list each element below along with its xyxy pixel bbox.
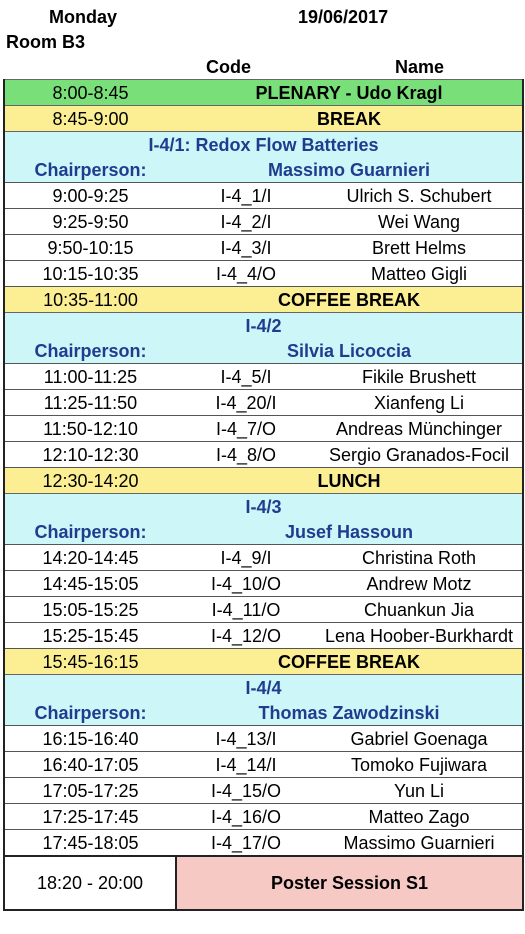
break-row bbox=[4, 106, 523, 132]
coffee-break-title: COFFEE BREAK bbox=[176, 287, 523, 313]
lunch-row bbox=[4, 468, 523, 494]
talk-time: 11:00-11:25 bbox=[4, 364, 176, 390]
talk-time: 16:15-16:40 bbox=[4, 726, 176, 752]
coffee-break-title: COFFEE BREAK bbox=[176, 649, 523, 675]
talk-row bbox=[4, 571, 523, 597]
talk-speaker: Sergio Granados-Focil bbox=[316, 442, 523, 468]
chairperson-name: Massimo Guarnieri bbox=[176, 157, 523, 183]
coffee-break-row bbox=[4, 649, 523, 675]
header-row-room bbox=[4, 29, 523, 54]
talk-speaker: Wei Wang bbox=[316, 209, 523, 235]
talk-speaker: Matteo Gigli bbox=[316, 261, 523, 287]
schedule-table bbox=[3, 4, 524, 911]
session-title: I-4/3 bbox=[4, 494, 523, 520]
coffee-break-row bbox=[4, 287, 523, 313]
date-label: 19/06/2017 bbox=[176, 4, 523, 29]
coffee-break-time: 10:35-11:00 bbox=[4, 287, 176, 313]
talk-time: 17:45-18:05 bbox=[4, 830, 176, 857]
talk-code: I-4_13/I bbox=[176, 726, 316, 752]
talk-speaker: Massimo Guarnieri bbox=[316, 830, 523, 857]
talk-code: I-4_1/I bbox=[176, 183, 316, 209]
column-header-name: Name bbox=[316, 54, 523, 80]
talk-code: I-4_5/I bbox=[176, 364, 316, 390]
talk-time: 9:00-9:25 bbox=[4, 183, 176, 209]
plenary-time: 8:00-8:45 bbox=[4, 80, 176, 106]
talk-speaker: Tomoko Fujiwara bbox=[316, 752, 523, 778]
talk-time: 17:25-17:45 bbox=[4, 804, 176, 830]
talk-code: I-4_9/I bbox=[176, 545, 316, 571]
talk-time: 15:05-15:25 bbox=[4, 597, 176, 623]
chairperson-row bbox=[4, 700, 523, 726]
chairperson-name: Thomas Zawodzinski bbox=[176, 700, 523, 726]
session-title-row bbox=[4, 675, 523, 701]
talk-speaker: Andreas Münchinger bbox=[316, 416, 523, 442]
talk-speaker: Xianfeng Li bbox=[316, 390, 523, 416]
talk-time: 11:50-12:10 bbox=[4, 416, 176, 442]
chairperson-name: Jusef Hassoun bbox=[176, 519, 523, 545]
talk-speaker: Ulrich S. Schubert bbox=[316, 183, 523, 209]
room-label: Room B3 bbox=[4, 29, 176, 54]
talk-row bbox=[4, 209, 523, 235]
talk-speaker: Gabriel Goenaga bbox=[316, 726, 523, 752]
talk-code: I-4_14/I bbox=[176, 752, 316, 778]
talk-row bbox=[4, 752, 523, 778]
session-title: I-4/2 bbox=[4, 313, 523, 339]
talk-row bbox=[4, 235, 523, 261]
talk-row bbox=[4, 597, 523, 623]
talk-code: I-4_2/I bbox=[176, 209, 316, 235]
coffee-break-time: 15:45-16:15 bbox=[4, 649, 176, 675]
talk-speaker: Lena Hoober-Burkhardt bbox=[316, 623, 523, 649]
day-label: Monday bbox=[4, 4, 176, 29]
talk-code: I-4_12/O bbox=[176, 623, 316, 649]
talk-row bbox=[4, 442, 523, 468]
talk-code: I-4_11/O bbox=[176, 597, 316, 623]
talk-row bbox=[4, 623, 523, 649]
talk-speaker: Andrew Motz bbox=[316, 571, 523, 597]
session-title: I-4/1: Redox Flow Batteries bbox=[4, 132, 523, 158]
talk-row bbox=[4, 364, 523, 390]
talk-row bbox=[4, 830, 523, 857]
talk-time: 9:25-9:50 bbox=[4, 209, 176, 235]
plenary-row bbox=[4, 80, 523, 106]
session-title-row bbox=[4, 494, 523, 520]
lunch-time: 12:30-14:20 bbox=[4, 468, 176, 494]
talk-time: 17:05-17:25 bbox=[4, 778, 176, 804]
chairperson-row bbox=[4, 157, 523, 183]
poster-session-title: Poster Session S1 bbox=[176, 856, 523, 910]
talk-time: 14:20-14:45 bbox=[4, 545, 176, 571]
chairperson-label: Chairperson: bbox=[4, 519, 176, 545]
talk-code: I-4_4/O bbox=[176, 261, 316, 287]
talk-row bbox=[4, 416, 523, 442]
poster-session-time: 18:20 - 20:00 bbox=[4, 856, 176, 910]
talk-time: 15:25-15:45 bbox=[4, 623, 176, 649]
talk-code: I-4_3/I bbox=[176, 235, 316, 261]
plenary-title: PLENARY - Udo Kragl bbox=[176, 80, 523, 106]
talk-code: I-4_15/O bbox=[176, 778, 316, 804]
talk-speaker: Brett Helms bbox=[316, 235, 523, 261]
header-row-columns bbox=[4, 54, 523, 80]
chairperson-label: Chairperson: bbox=[4, 700, 176, 726]
chairperson-row bbox=[4, 338, 523, 364]
talk-code: I-4_20/I bbox=[176, 390, 316, 416]
talk-speaker: Chuankun Jia bbox=[316, 597, 523, 623]
chairperson-label: Chairperson: bbox=[4, 157, 176, 183]
talk-code: I-4_16/O bbox=[176, 804, 316, 830]
talk-row bbox=[4, 726, 523, 752]
lunch-title: LUNCH bbox=[176, 468, 523, 494]
talk-speaker: Matteo Zago bbox=[316, 804, 523, 830]
talk-time: 10:15-10:35 bbox=[4, 261, 176, 287]
break-title: BREAK bbox=[176, 106, 523, 132]
chairperson-name: Silvia Licoccia bbox=[176, 338, 523, 364]
column-header-code: Code bbox=[176, 54, 316, 80]
talk-code: I-4_17/O bbox=[176, 830, 316, 857]
chairperson-row bbox=[4, 519, 523, 545]
talk-speaker: Yun Li bbox=[316, 778, 523, 804]
poster-session-row bbox=[4, 856, 523, 910]
talk-code: I-4_7/O bbox=[176, 416, 316, 442]
session-title-row bbox=[4, 313, 523, 339]
header-row-day bbox=[4, 4, 523, 29]
talk-code: I-4_10/O bbox=[176, 571, 316, 597]
talk-time: 14:45-15:05 bbox=[4, 571, 176, 597]
break-time: 8:45-9:00 bbox=[4, 106, 176, 132]
talk-row bbox=[4, 778, 523, 804]
talk-row bbox=[4, 545, 523, 571]
talk-row bbox=[4, 804, 523, 830]
talk-time: 9:50-10:15 bbox=[4, 235, 176, 261]
talk-code: I-4_8/O bbox=[176, 442, 316, 468]
talk-time: 12:10-12:30 bbox=[4, 442, 176, 468]
chairperson-label: Chairperson: bbox=[4, 338, 176, 364]
talk-row bbox=[4, 261, 523, 287]
talk-speaker: Fikile Brushett bbox=[316, 364, 523, 390]
session-title-row bbox=[4, 132, 523, 158]
talk-row bbox=[4, 390, 523, 416]
session-title: I-4/4 bbox=[4, 675, 523, 701]
talk-speaker: Christina Roth bbox=[316, 545, 523, 571]
talk-time: 11:25-11:50 bbox=[4, 390, 176, 416]
talk-row bbox=[4, 183, 523, 209]
talk-time: 16:40-17:05 bbox=[4, 752, 176, 778]
